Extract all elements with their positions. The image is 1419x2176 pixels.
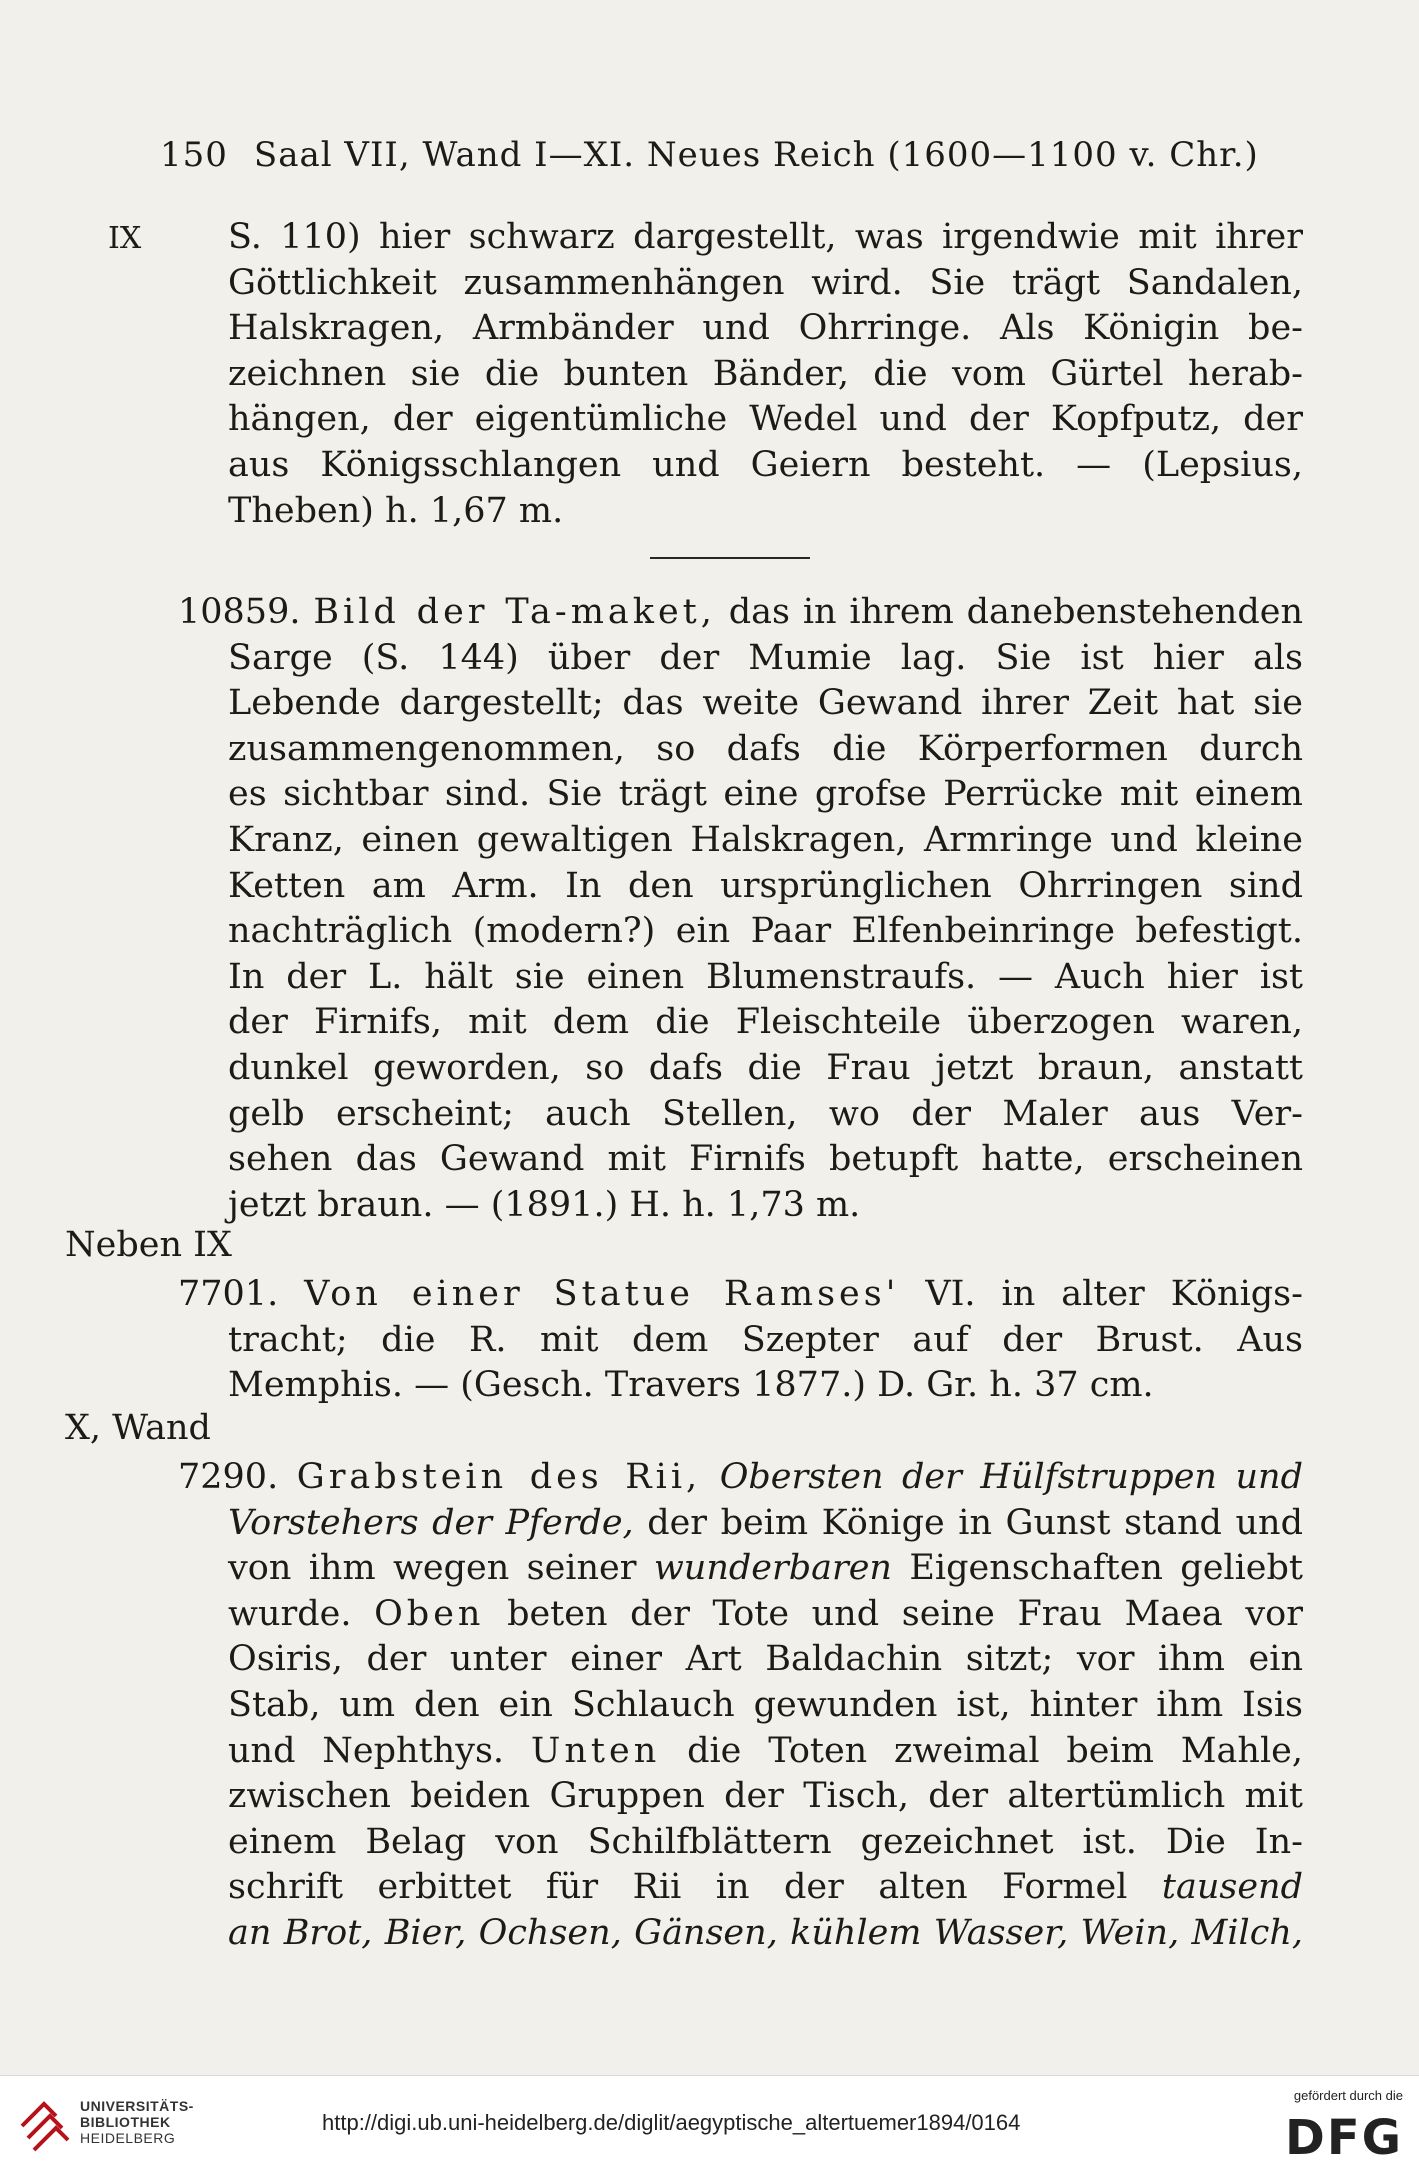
- university-library-logo-icon: [14, 2086, 74, 2160]
- entry-7290: [178, 1455, 1303, 1957]
- entry-10859: [178, 590, 1303, 1228]
- text-line: Theben) h. 1,67 m.: [228, 490, 564, 531]
- catalog-number: 10859.: [178, 592, 301, 632]
- margin-label-ix: IX: [108, 221, 142, 256]
- entry-ix: [228, 215, 1303, 534]
- text-line: tracht; die R. mit dem Szepter auf der Brust. Aus: [228, 1319, 1303, 1360]
- text-line: Stab, um den ein Schlauch gewunden ist, hinter ihm Isis: [228, 1684, 1303, 1725]
- entry-title: Bild der Ta-maket,: [313, 592, 716, 632]
- text-line: In der L. hält sie einen Blumenstraufs. — Auch hier ist: [228, 956, 1303, 997]
- text-line: und Nephthys. Unten die Toten zweimal beim Mahle,: [228, 1730, 1303, 1771]
- catalog-number: 7290.: [178, 1457, 279, 1497]
- dfg-logo: DFG: [1284, 2110, 1403, 2166]
- text-line: 7290. Grabstein des Rii, Obersten der Hülfstruppen und: [178, 1457, 1303, 1497]
- text-line: Sarge (S. 144) über der Mumie lag. Sie ist hier als: [228, 637, 1303, 678]
- text-line: gelb erscheint; auch Stellen, wo der Maler aus Ver-: [228, 1093, 1303, 1134]
- entry-7701: [178, 1272, 1303, 1409]
- text-line: zwischen beiden Gruppen der Tisch, der altertümlich mit: [228, 1776, 1303, 1817]
- running-title: Saal VII, Wand I—XI. Neues Reich (1600—1100 v. Chr.): [253, 135, 1259, 175]
- page-number: 150: [160, 135, 228, 175]
- text-line: nachträglich (modern?) ein Paar Elfenbeinringe befestigt.: [228, 911, 1303, 952]
- text-line: 10859. Bild der Ta-maket, das in ihrem danebenstehenden: [178, 592, 1303, 632]
- text-line: aus Königsschlangen und Geiern besteht. — (Lepsius,: [228, 444, 1303, 485]
- catalog-number: 7701.: [178, 1274, 279, 1314]
- entry-title: Grabstein des Rii,: [296, 1457, 702, 1497]
- running-header: [160, 135, 1259, 175]
- text-line: es sichtbar sind. Sie trägt eine grofse Perrücke mit einem: [228, 774, 1303, 815]
- permalink-url[interactable]: http://digi.ub.uni-heidelberg.de/diglit/aegyptische_altertuemer1894/0164: [322, 2110, 1021, 2135]
- text-line: Memphis. — (Gesch. Travers 1877.) D. Gr. h. 37 cm.: [228, 1365, 1154, 1406]
- text-line: wurde. Oben beten der Tote und seine Frau Maea vor: [228, 1593, 1303, 1634]
- digitization-footer: [0, 2075, 1419, 2176]
- text-line: Kranz, einen gewaltigen Halskragen, Armringe und kleine: [228, 819, 1303, 860]
- text-line: zeichnen sie die bunten Bänder, die vom Gürtel herab-: [228, 353, 1303, 394]
- text-line: S. 110) hier schwarz dargestellt, was irgendwie mit ihrer: [228, 217, 1303, 257]
- text-line: hängen, der eigentümliche Wedel und der Kopfputz, der: [228, 399, 1303, 440]
- library-name: UNIVERSITÄTS- BIBLIOTHEK HEIDELBERG: [80, 2098, 194, 2146]
- funding-note: gefördert durch die: [1293, 2088, 1403, 2103]
- text-line: von ihm wegen seiner wunderbaren Eigenschaften geliebt: [228, 1548, 1303, 1589]
- section-divider: [650, 557, 810, 559]
- text-line: Vorstehers der Pferde, der beim Könige in Gunst stand und: [228, 1502, 1303, 1543]
- text-line: Lebende dargestellt; das weite Gewand ihrer Zeit hat sie: [228, 683, 1303, 724]
- entry-title: Von einer Statue Ramses': [304, 1274, 900, 1314]
- section-label-x-wand: X, Wand: [65, 1408, 211, 1448]
- text-line: zusammengenommen, so dafs die Körperformen durch: [228, 728, 1303, 769]
- text-line: jetzt braun. — (1891.) H. h. 1,73 m.: [228, 1184, 861, 1225]
- text-line: Halskragen, Armbänder und Ohrringe. Als Königin be-: [228, 308, 1303, 349]
- text-line: Osiris, der unter einer Art Baldachin sitzt; vor ihm ein: [228, 1639, 1303, 1680]
- text-line: 7701. Von einer Statue Ramses' VI. in alter Königs-: [178, 1274, 1303, 1314]
- text-line: Göttlichkeit zusammenhängen wird. Sie trägt Sandalen,: [228, 262, 1303, 303]
- text-line: an Brot, Bier, Ochsen, Gänsen, kühlem Wasser, Wein, Milch,: [228, 1912, 1303, 1953]
- text-line: dunkel geworden, so dafs die Frau jetzt braun, anstatt: [228, 1047, 1303, 1088]
- text-line: einem Belag von Schilfblättern gezeichnet ist. Die In-: [228, 1821, 1303, 1862]
- text-line: schrift erbittet für Rii in der alten Formel tausend: [228, 1867, 1303, 1908]
- text-line: Ketten am Arm. In den ursprünglichen Ohrringen sind: [228, 865, 1303, 906]
- section-label-neben-ix: Neben IX: [65, 1225, 232, 1265]
- text-line: sehen das Gewand mit Firnifs betupft hatte, erscheinen: [228, 1139, 1303, 1180]
- text-line: der Firnifs, mit dem die Fleischteile überzogen waren,: [228, 1002, 1303, 1043]
